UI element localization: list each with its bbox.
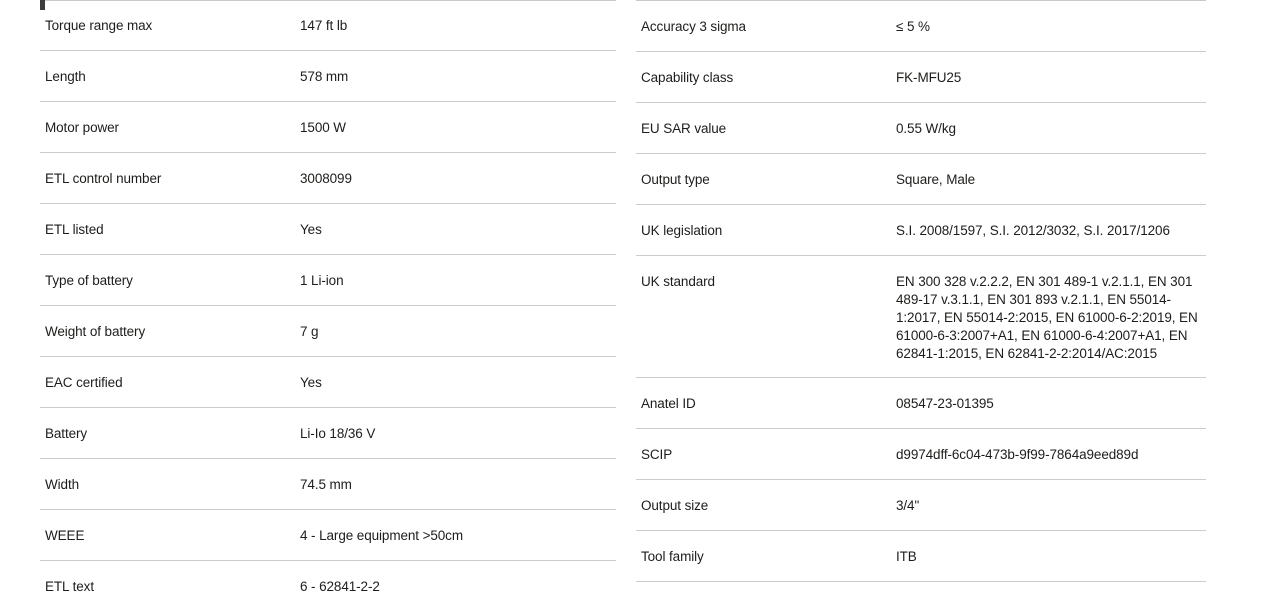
spec-row <box>636 52 1206 103</box>
spec-value: 08547-23-01395 <box>896 396 994 411</box>
spec-row <box>40 51 616 102</box>
spec-value: FK-MFU25 <box>896 70 962 85</box>
spec-row <box>40 561 616 610</box>
spec-row <box>40 255 616 306</box>
spec-value: 3008099 <box>300 171 352 186</box>
spec-row <box>636 256 1206 378</box>
spec-value: 74.5 mm <box>300 477 352 492</box>
spec-label: Accuracy 3 sigma <box>641 19 746 34</box>
spec-label: EU SAR value <box>641 121 727 136</box>
spec-label: Output size <box>641 498 709 513</box>
spec-row <box>40 102 616 153</box>
spec-value: 1 Li-ion <box>300 273 344 288</box>
spec-label: Capability class <box>641 70 734 85</box>
spec-value: 1500 W <box>300 120 346 135</box>
spec-label: Battery <box>45 426 88 441</box>
spec-row <box>636 429 1206 480</box>
spec-value: 3/4" <box>896 498 920 513</box>
spec-label: Length <box>45 69 86 84</box>
spec-value: 147 ft lb <box>300 18 348 33</box>
spec-value: Yes <box>300 222 322 237</box>
spec-row <box>40 357 616 408</box>
spec-label: Width <box>45 477 80 492</box>
spec-label: EAC certified <box>45 375 123 390</box>
spec-value: ≤ 5 % <box>896 19 930 34</box>
spec-label: ETL control number <box>45 171 162 186</box>
spec-value: 578 mm <box>300 69 349 84</box>
spec-row <box>636 531 1206 582</box>
spec-label: Output type <box>641 172 710 187</box>
spec-value: d9974dff-6c04-473b-9f99-7864a9eed89d <box>896 447 1139 462</box>
spec-label: Type of battery <box>45 273 133 288</box>
spec-table-left <box>40 0 616 610</box>
spec-row <box>40 408 616 459</box>
spec-value: Square, Male <box>896 172 976 187</box>
spec-row <box>636 205 1206 256</box>
spec-label: Weight of battery <box>45 324 146 339</box>
spec-label: Anatel ID <box>641 396 696 411</box>
spec-label: Motor power <box>45 120 119 135</box>
spec-value: 7 g <box>300 324 319 339</box>
spec-value: 6 - 62841-2-2 <box>300 579 380 594</box>
spec-row <box>636 1 1206 52</box>
spec-row <box>40 0 616 51</box>
spec-row <box>40 459 616 510</box>
spec-row <box>636 103 1206 154</box>
spec-label: Torque range max <box>45 18 153 33</box>
spec-value: Li-Io 18/36 V <box>300 426 376 441</box>
spec-table-right <box>636 0 1206 582</box>
spec-row <box>636 154 1206 205</box>
spec-label: ETL listed <box>45 222 104 237</box>
spec-row <box>636 378 1206 429</box>
spec-value: Yes <box>300 375 322 390</box>
spec-value: EN 300 328 v.2.2.2, EN 301 489-1 v.2.1.1, EN 301 489-17 v.3.1.1, EN 301 893 v.2.1.1, EN 55014-1:2017, EN 55014-2:2015, EN 61000-6-2:2019, EN 61000-6-3:2007+A1, EN 61000-6-4:2007+A1, EN 62841-1:2015, EN 62841-2-2:2014/AC:2015 <box>896 274 1198 361</box>
spec-label: UK legislation <box>641 223 723 238</box>
spec-label: UK standard <box>641 274 715 289</box>
spec-label: ETL text <box>45 579 94 594</box>
spec-row <box>40 204 616 255</box>
spec-row <box>40 306 616 357</box>
spec-label: WEEE <box>45 528 85 543</box>
spec-row <box>40 153 616 204</box>
spec-value: S.I. 2008/1597, S.I. 2012/3032, S.I. 2017/1206 <box>896 223 1170 238</box>
spec-row <box>40 510 616 561</box>
spec-row <box>636 480 1206 531</box>
spec-label: SCIP <box>641 447 673 462</box>
spec-label: Tool family <box>641 549 704 564</box>
spec-value: 4 - Large equipment >50cm <box>300 528 463 543</box>
spec-value: ITB <box>896 549 917 564</box>
spec-value: 0.55 W/kg <box>896 121 956 136</box>
